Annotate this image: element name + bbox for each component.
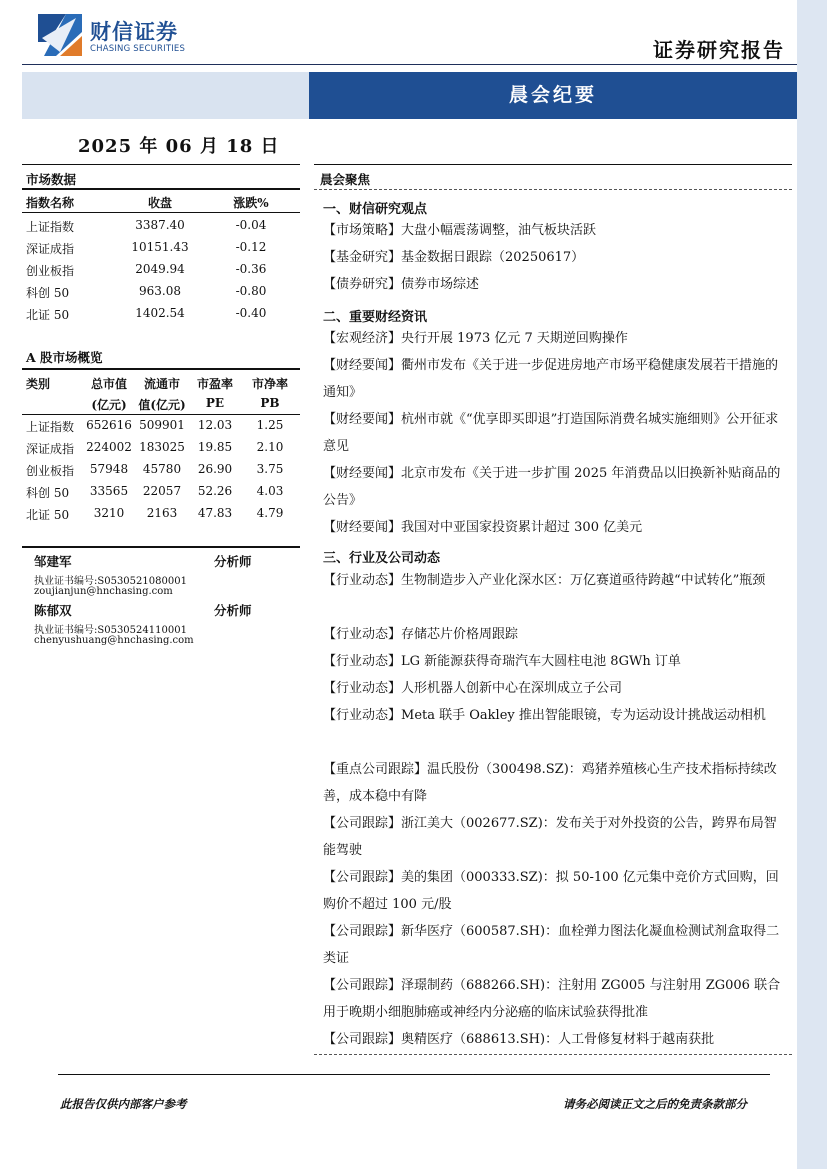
footer-notice: 此报告仅供内部客户参考 [60,1097,187,1111]
news-tag: 【行业动态】 [323,708,402,723]
news-text: 泽璟制药（688266.SH)：注射用 ZG005 与注射用 ZG006 联合用于晚期小细胞肺癌或神经内分泌癌的临床试验获得批准 [323,978,781,1020]
news-text: 衢州市发布《关于进一步促进房地产市场平稳健康发展若干措施的通知》 [323,358,779,400]
author-role: 分析师 [214,603,252,618]
news-text: 基金数据日跟踪（20250617） [401,250,585,265]
market-header-change: 涨跌% [233,196,269,210]
news-item[interactable] [323,621,785,648]
table-cell: 652616 [86,418,132,432]
table-cell: 4.03 [256,484,284,498]
news-tag: 【市场策略】 [323,223,402,238]
news-text: 央行开展 1973 亿元 7 天期逆回购操作 [401,331,628,346]
news-tag: 【重点公司跟踪】 [323,762,428,777]
news-text: 新华医疗（600587.SH)：血栓弹力图法化凝血检测试剂盒取得二类证 [323,924,780,966]
side-strip [797,0,827,1169]
table-cell: 北证 50 [26,308,70,322]
ashare-header-rule [22,414,300,415]
section-heading: 三、行业及公司动态 [323,551,441,566]
table-cell: 2163 [146,506,178,520]
news-tag: 【财经要闻】 [323,412,402,427]
brand-name-en: CHASING SECURITIES [90,44,186,54]
table-cell: 963.08 [139,284,181,298]
table-cell: 10151.43 [131,240,189,254]
news-tag: 【基金研究】 [323,250,402,265]
news-text: LG 新能源获得奇瑞汽车大圆柱电池 8GWh 订单 [401,654,681,669]
ashare-header-pe: 市盈率 [196,377,233,391]
footer-disclaimer: 请务必阅读正文之后的免责条款部分 [563,1097,747,1111]
news-item[interactable] [323,244,785,271]
table-cell: 上证指数 [26,420,75,434]
table-cell: 1.25 [256,418,284,432]
focus-top-rule [314,164,792,165]
news-text: 北京市发布《关于进一步扩围 2025 年消费品以旧换新补贴商品的公告》 [323,466,781,508]
news-text: 温氏股份（300498.SZ)：鸡猪养殖核心生产技术指标持续改善，成本稳中有降 [323,762,777,804]
news-tag: 【公司跟踪】 [323,978,402,993]
author-email[interactable]: zoujianjun@hnchasing.com [34,586,173,597]
news-item[interactable] [323,810,785,864]
news-item[interactable] [323,702,785,729]
news-item[interactable] [323,918,785,972]
news-tag: 【宏观经济】 [323,331,402,346]
news-item[interactable] [323,864,785,918]
author-email[interactable]: chenyushuang@hnchasing.com [34,635,194,646]
section-heading: 二、重要财经资讯 [323,310,428,325]
authors-rule [22,546,300,548]
table-cell: -0.04 [235,218,267,232]
news-tag: 【财经要闻】 [323,358,402,373]
news-tag: 【公司跟踪】 [323,1032,402,1047]
market-title-rule [22,188,300,190]
ashare-title: A 股市场概览 [26,350,103,365]
news-text: 我国对中亚国家投资累计超过 300 亿美元 [401,520,643,535]
news-item[interactable] [323,406,785,460]
news-text: Meta 联手 Oakley 推出智能眼镜，专为运动设计挑战运动相机 [401,708,766,723]
market-header-rule [22,212,300,213]
news-item[interactable] [323,1026,785,1053]
news-tag: 【公司跟踪】 [323,816,402,831]
news-text: 奥精医疗（688613.SH)：人工骨修复材料于越南获批 [401,1032,715,1047]
ashare-header-mcap: 总市值 [90,377,127,391]
table-cell: 509901 [139,418,185,432]
table-cell: 创业板指 [26,464,75,478]
market-title: 市场数据 [26,172,77,187]
focus-bottom-rule [314,1054,792,1055]
table-cell: 2049.94 [135,262,185,276]
news-item[interactable] [323,460,785,514]
author-name: 邹建军 [34,554,72,569]
market-header-name: 指数名称 [26,196,75,210]
news-text: 浙江美大（002677.SZ)：发布关于对外投资的公告，跨界布局智能驾驶 [323,816,777,858]
news-item[interactable] [323,271,785,298]
news-tag: 【公司跟踪】 [323,870,402,885]
table-cell: 深证成指 [26,242,75,256]
author-role: 分析师 [214,554,252,569]
news-item[interactable] [323,756,785,810]
table-cell: 224002 [86,440,132,454]
news-text: 生物制造步入产业化深水区：万亿赛道亟待跨越“中试转化”瓶颈 [401,573,766,588]
news-tag: 【行业动态】 [323,573,402,588]
banner-left [22,72,309,119]
market-header-close: 收盘 [147,196,172,210]
news-tag: 【行业动态】 [323,627,402,642]
news-text: 人形机器人创新中心在深圳成立子公司 [401,681,623,696]
news-text: 杭州市就《“优享即买即退”打造国际消费名城实施细则》公开征求意见 [323,412,779,454]
table-cell: 4.79 [256,506,284,520]
table-cell: 183025 [139,440,185,454]
table-cell: 45780 [142,462,182,476]
ashare-header-float: 流通市 [143,377,180,391]
ashare-header-mcap-unit: (亿元) [91,398,127,412]
news-text: 债券市场综述 [401,277,480,292]
market-table-top-rule [22,164,300,165]
news-item[interactable] [323,217,785,244]
table-cell: 19.85 [197,440,233,454]
news-item[interactable] [323,514,785,541]
news-text: 大盘小幅震荡调整，油气板块活跃 [401,223,597,238]
table-cell: 科创 50 [26,486,70,500]
news-text: 美的集团（000333.SZ)：拟 50-100 亿元集中竞价方式回购，回购价不超过 100 元/股 [323,870,779,912]
report-date: 2025 年 06 月 18 日 [78,136,280,157]
focus-title-rule [314,189,792,190]
author-cert: 执业证书编号:S0530521080001 [34,576,187,587]
news-tag: 【行业动态】 [323,681,402,696]
news-tag: 【公司跟踪】 [323,924,402,939]
ashare-header-pb: 市净率 [251,377,288,391]
table-cell: 创业板指 [26,264,75,278]
news-tag: 【行业动态】 [323,654,402,669]
brand-logo-icon [36,12,84,58]
table-cell: -0.80 [235,284,267,298]
news-item[interactable] [323,352,785,406]
table-cell: 26.90 [197,462,233,476]
author-name: 陈郁双 [34,603,72,618]
table-cell: 北证 50 [26,508,70,522]
news-item[interactable] [323,567,785,594]
table-cell: 57948 [89,462,129,476]
table-cell: 47.83 [197,506,233,520]
news-item[interactable] [323,648,785,675]
table-cell: 2.10 [256,440,284,454]
news-tag: 【财经要闻】 [323,520,402,535]
news-tag: 【财经要闻】 [323,466,402,481]
table-cell: 科创 50 [26,286,70,300]
table-cell: 12.03 [197,418,233,432]
ashare-header-float-unit: 值(亿元) [138,398,186,412]
table-cell: -0.12 [235,240,267,254]
news-tag: 【债券研究】 [323,277,402,292]
table-cell: 3387.40 [135,218,185,232]
table-cell: -0.36 [235,262,267,276]
table-cell: -0.40 [235,306,267,320]
footer-divider [58,1074,770,1075]
ashare-header-pb-unit: PB [260,396,280,410]
table-cell: 22057 [142,484,182,498]
banner-title: 晨会纪要 [309,72,797,119]
news-item[interactable] [323,972,785,1026]
brand-logo [36,12,206,58]
table-cell: 深证成指 [26,442,75,456]
ashare-title-rule [22,368,300,370]
ashare-header-category: 类别 [26,377,51,391]
news-text: 存储芯片价格周跟踪 [401,627,519,642]
brand-name: 财信证券 [90,20,178,44]
ashare-header-pe-unit: PE [205,396,225,410]
news-item[interactable] [323,325,785,352]
table-cell: 3210 [93,506,125,520]
table-cell: 3.75 [256,462,284,476]
news-item[interactable] [323,675,785,702]
table-cell: 上证指数 [26,220,75,234]
table-cell: 1402.54 [135,306,185,320]
table-cell: 33565 [89,484,129,498]
report-type: 证券研究报告 [653,38,785,62]
header-divider [22,64,797,65]
author-cert: 执业证书编号:S0530524110001 [34,625,187,636]
table-cell: 52.26 [197,484,233,498]
focus-title: 晨会聚焦 [320,172,371,187]
section-heading: 一、财信研究观点 [323,202,428,217]
